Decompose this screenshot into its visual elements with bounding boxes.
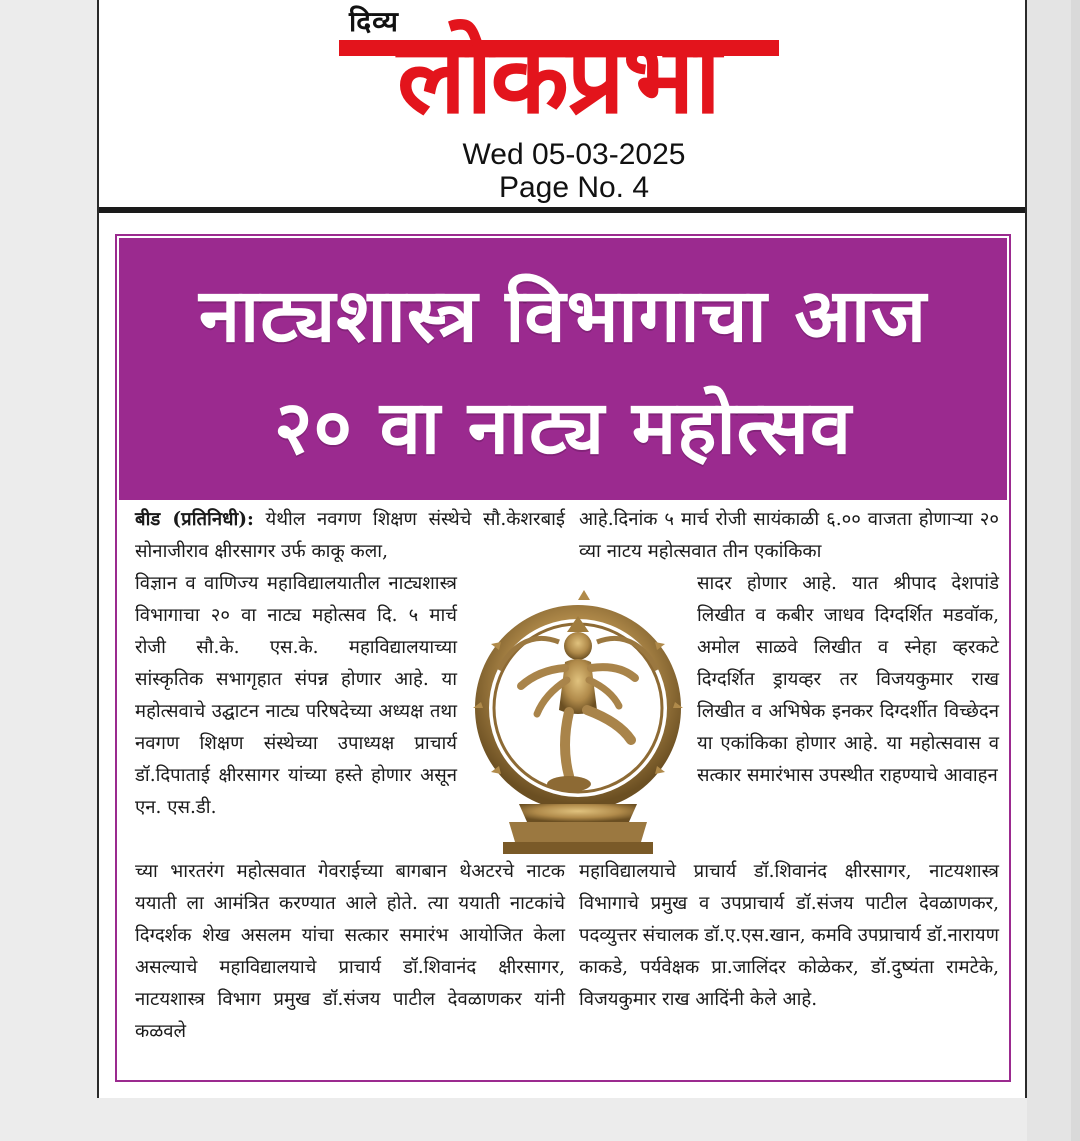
masthead-rule	[99, 207, 1025, 213]
article-text-left-bottom	[135, 856, 565, 1048]
article-text-right-wrap	[697, 568, 999, 792]
article-text-left-top	[135, 504, 565, 568]
nataraja-statue-icon	[469, 590, 687, 856]
article-text-left-wrap	[135, 568, 457, 824]
news-article	[115, 234, 1011, 1082]
article-text-right-top	[579, 504, 999, 568]
dateline: बीड (प्रतिनिधी):	[135, 509, 254, 530]
edition-date: Wed 05-03-2025	[462, 138, 686, 171]
brand-small: दिव्य	[349, 5, 399, 38]
paragraph-right-bottom: महाविद्यालयाचे प्राचार्य डॉ.शिवानंद क्षीरसागर, नाटयशास्त्र विभागाचे प्रमुख व उपप्राचार्य डॉ.संजय पाटील देवळाणकर, पदव्युत्तर संचालक डॉ.ए.एस.खान, कमवि उपप्राचार्य डॉ.नारायण काकडे, पर्यवेक्षक प्रा.जालिंदर कोळेकर, डॉ.दुष्यंता रामटेके, विजयकुमार राख आदिंनी केले आहे.	[579, 861, 999, 1010]
newspaper-page	[97, 0, 1027, 1098]
page-number: Page No. 4	[498, 171, 650, 204]
headline-line-2: २० वा नाट्य महोत्सव	[274, 385, 852, 471]
headline-box	[119, 238, 1007, 500]
masthead	[99, 0, 1025, 212]
article-text-right-bottom	[579, 856, 999, 1016]
paragraph-left-bottom: च्या भारतरंग महोत्सवात गेवराईच्या बागबान थेअटरचे नाटक ययाती ला आमंत्रित करण्यात आले होते. त्या ययाती नाटकांचे दिग्दर्शक शेख असलम यांचा सत्कार समारंभ आयोजित केला असल्याचे महाविद्यालयाचे प्राचार्य डॉ.शिवानंद क्षीरसागर, नाटयशास्त्र विभाग प्रमुख डॉ.संजय पाटील देवळाणकर यांनी कळवले	[135, 861, 565, 1042]
brand-logo: लोकप्रभा	[396, 18, 720, 137]
paragraph-left-wrap: विज्ञान व वाणिज्य महाविद्यालयातील नाट्यशास्त्र विभागाचा २० वा नाट्य महोत्सव दि. ५ मार्च रोजी सौ.के. एस.के. महाविद्यालयाच्या सांस्कृतिक सभागृहात संपन्न होणार आहे. या महोत्सवाचे उद्घाटन नाट्य परिषदेच्या अध्यक्ष तथा नवगण शिक्षण संस्थेच्या उपाध्यक्ष प्राचार्य डॉ.दिपाताई क्षीरसागर यांच्या हस्ते होणार असून एन. एस.डी.	[135, 573, 457, 818]
paragraph-right-wrap: सादर होणार आहे. यात श्रीपाद देशपांडे लिखीत व कबीर जाधव दिग्दर्शित मडवॉक, अमोल साळवे लिखीत व स्नेहा व्हरकटे दिग्दर्शित ड्रायव्हर तर विजयकुमार राख लिखीत व अभिषेक इनकर दिग्दर्शीत विच्छेदन या एकांकिका होणार आहे. या महोत्सवास व सत्कार समारंभास उपस्थीत राहण्याचे आवाहन	[697, 573, 999, 786]
headline-line-1: नाट्यशास्त्र विभागाचा आज	[198, 273, 927, 359]
paragraph-left-top: येथील नवगण शिक्षण संस्थेचे सौ.केशरबाई सोनाजीराव क्षीरसागर उर्फ काकू कला,	[135, 509, 566, 562]
paragraph-right-top: आहे.दिनांक ५ मार्च रोजी सायंकाळी ६.०० वाजता होणार्‍या २० व्या नाटय महोत्सवात तीन एकांकिका	[579, 509, 999, 562]
